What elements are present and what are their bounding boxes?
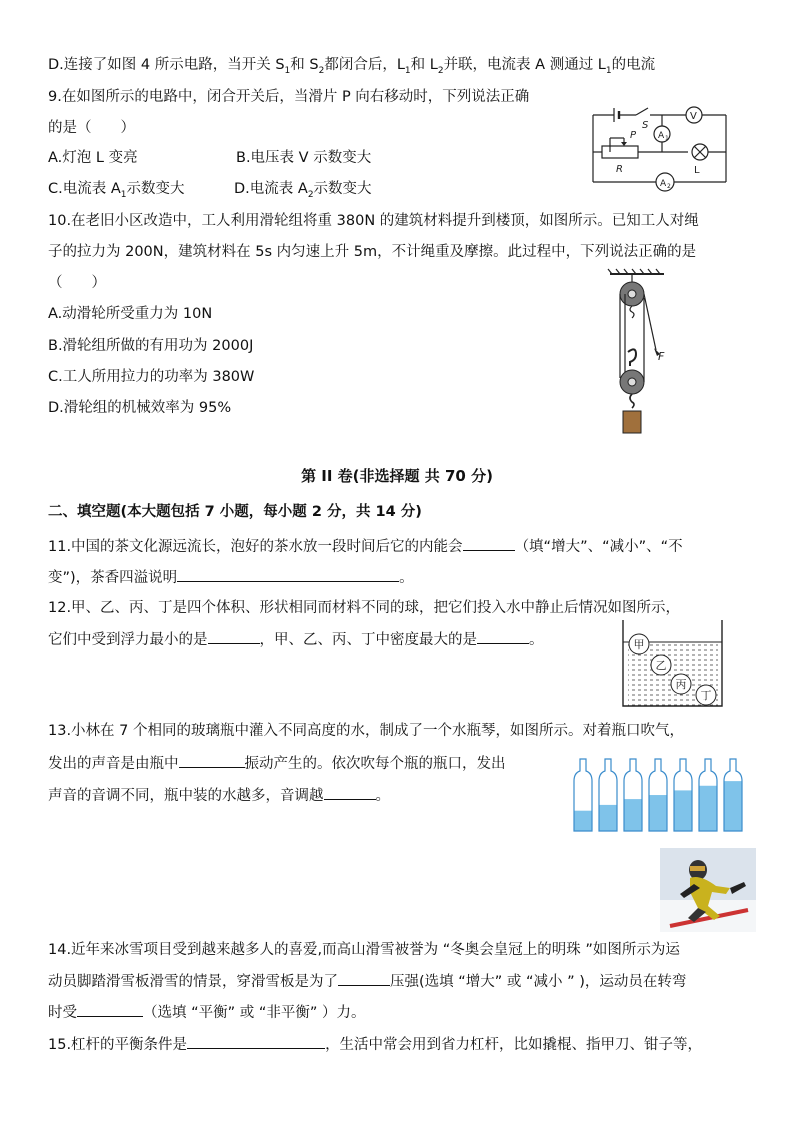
q9-option-a: A.灯泡 L 变亮 xyxy=(48,150,138,166)
q13-bottles-diagram xyxy=(568,755,748,835)
ammeter-a2-sub: 2 xyxy=(667,183,671,190)
water-bottle xyxy=(574,759,592,831)
q10-option-c: C.工人所用拉力的功率为 380W xyxy=(48,369,255,385)
answer-blank[interactable] xyxy=(187,1033,325,1049)
answer-blank[interactable] xyxy=(324,784,376,800)
q10-pulley-diagram xyxy=(600,268,680,438)
ammeter-a1-sub: 1 xyxy=(665,135,669,142)
part-two-title: 第 II 卷(非选择题 共 70 分) xyxy=(301,467,493,485)
q15-line-1: 15.杠杆的平衡条件是 ，生活中常会用到省力杠杆，比如撬棍、指甲刀、钳子等， xyxy=(48,1033,702,1055)
water-bottle xyxy=(724,759,742,831)
q10-stem-3: （ ） xyxy=(48,275,106,291)
water-bottle xyxy=(624,759,642,831)
q9-stem-2: 的是（ ） xyxy=(48,120,135,136)
ball-ding: 丁 xyxy=(700,689,712,702)
answer-blank[interactable] xyxy=(208,628,260,644)
q14-line-3: 时受 （选填 “平衡” 或 “非平衡” ）力。 xyxy=(48,1001,365,1023)
q13-line-2: 发出的声音是由瓶中 振动产生的。依次吹每个瓶的瓶口，发出 xyxy=(48,752,506,774)
answer-blank[interactable] xyxy=(463,535,515,551)
answer-blank[interactable] xyxy=(77,1001,143,1017)
q14-line-2: 动员脚踏滑雪板滑雪的情景，穿滑雪板是为了 压强(选填 “增大” 或 “减小 ” )，运动员在转弯 xyxy=(48,970,686,992)
q13-line-3: 声音的音调不同，瓶中装的水越多，音调越 。 xyxy=(48,784,390,806)
ball-bing: 丙 xyxy=(675,678,687,691)
answer-blank[interactable] xyxy=(179,752,245,768)
q11-line-2: 变”)，茶香四溢说明 。 xyxy=(48,566,414,588)
q10-stem-1: 10.在老旧小区改造中，工人利用滑轮组将重 380N 的建筑材料提升到楼顶，如图所示。已知工人对绳 xyxy=(48,213,699,229)
q10-option-b: B.滑轮组所做的有用功为 2000J xyxy=(48,338,254,354)
water-bottle xyxy=(599,759,617,831)
slider-label: P xyxy=(630,130,637,141)
switch-label: S xyxy=(642,120,649,131)
q9-option-d: D.电流表 $A_2$示数变大 xyxy=(234,181,372,200)
force-label: F xyxy=(658,350,665,363)
ammeter-a1-label: A xyxy=(658,131,665,141)
q10-option-d: D.滑轮组的机械效率为 95% xyxy=(48,400,232,416)
ammeter-a2-label: A xyxy=(660,179,667,189)
ball-yi: 乙 xyxy=(655,659,667,672)
rheostat-label: R xyxy=(616,164,623,175)
q12-buoyancy-diagram xyxy=(620,618,726,710)
ball-jia: 甲 xyxy=(633,638,645,651)
q9-stem-1: 9.在如图所示的电路中，闭合开关后，当滑片 P 向右移动时，下列说法正确 xyxy=(48,89,530,105)
q12-line-2: 它们中受到浮力最小的是 ，甲、乙、丙、丁中密度最大的是 。 xyxy=(48,628,544,650)
answer-blank[interactable] xyxy=(338,970,390,986)
q14-line-1: 14.近年来冰雪项目受到越来越多人的喜爱,而高山滑雪被誉为 “冬奥会皇冠上的明珠 ”如图所示为运 xyxy=(48,942,680,958)
answer-blank[interactable] xyxy=(177,566,399,582)
q9-option-b: B.电压表 V 示数变大 xyxy=(236,150,372,166)
voltmeter-label: V xyxy=(690,111,697,122)
bottle-row xyxy=(574,759,742,831)
lamp-label: L xyxy=(694,165,700,176)
q10-option-a: A.动滑轮所受重力为 10N xyxy=(48,306,213,322)
section-two-heading: 二、填空题(本大题包括 7 小题，每小题 2 分，共 14 分) xyxy=(48,504,422,520)
water-bottle xyxy=(649,759,667,831)
q9-option-c: C.电流表 $A_1$示数变大 xyxy=(48,181,185,200)
answer-blank[interactable] xyxy=(477,628,529,644)
q13-line-1: 13.小林在 7 个相同的玻璃瓶中灌入不同高度的水，制成了一个水瓶琴，如图所示。对着瓶口吹气， xyxy=(48,723,684,739)
water-bottle xyxy=(674,759,692,831)
snowboarder-photo xyxy=(660,848,756,932)
q12-line-1: 12.甲、乙、丙、丁是四个体积、形状相同而材料不同的球，把它们投入水中静止后情况如图所示， xyxy=(48,600,681,616)
q8-option-d: D.连接了如图 4 所示电路，当开关 $S_1$和 $S_2$都闭合后，$L_1$和 $L_2$并联，电流表 A 测通过 $L_1$的电流 xyxy=(48,57,656,76)
water-bottle xyxy=(699,759,717,831)
q9-circuit-diagram xyxy=(588,100,738,196)
q11-line-1: 11.中国的茶文化源远流长，泡好的茶水放一段时间后它的内能会 （填“增大”、“减小”、“不 xyxy=(48,535,683,557)
q10-stem-2: 子的拉力为 200N，建筑材料在 5s 内匀速上升 5m，不计绳重及摩擦。此过程中，下列说法正确的是 xyxy=(48,244,697,260)
